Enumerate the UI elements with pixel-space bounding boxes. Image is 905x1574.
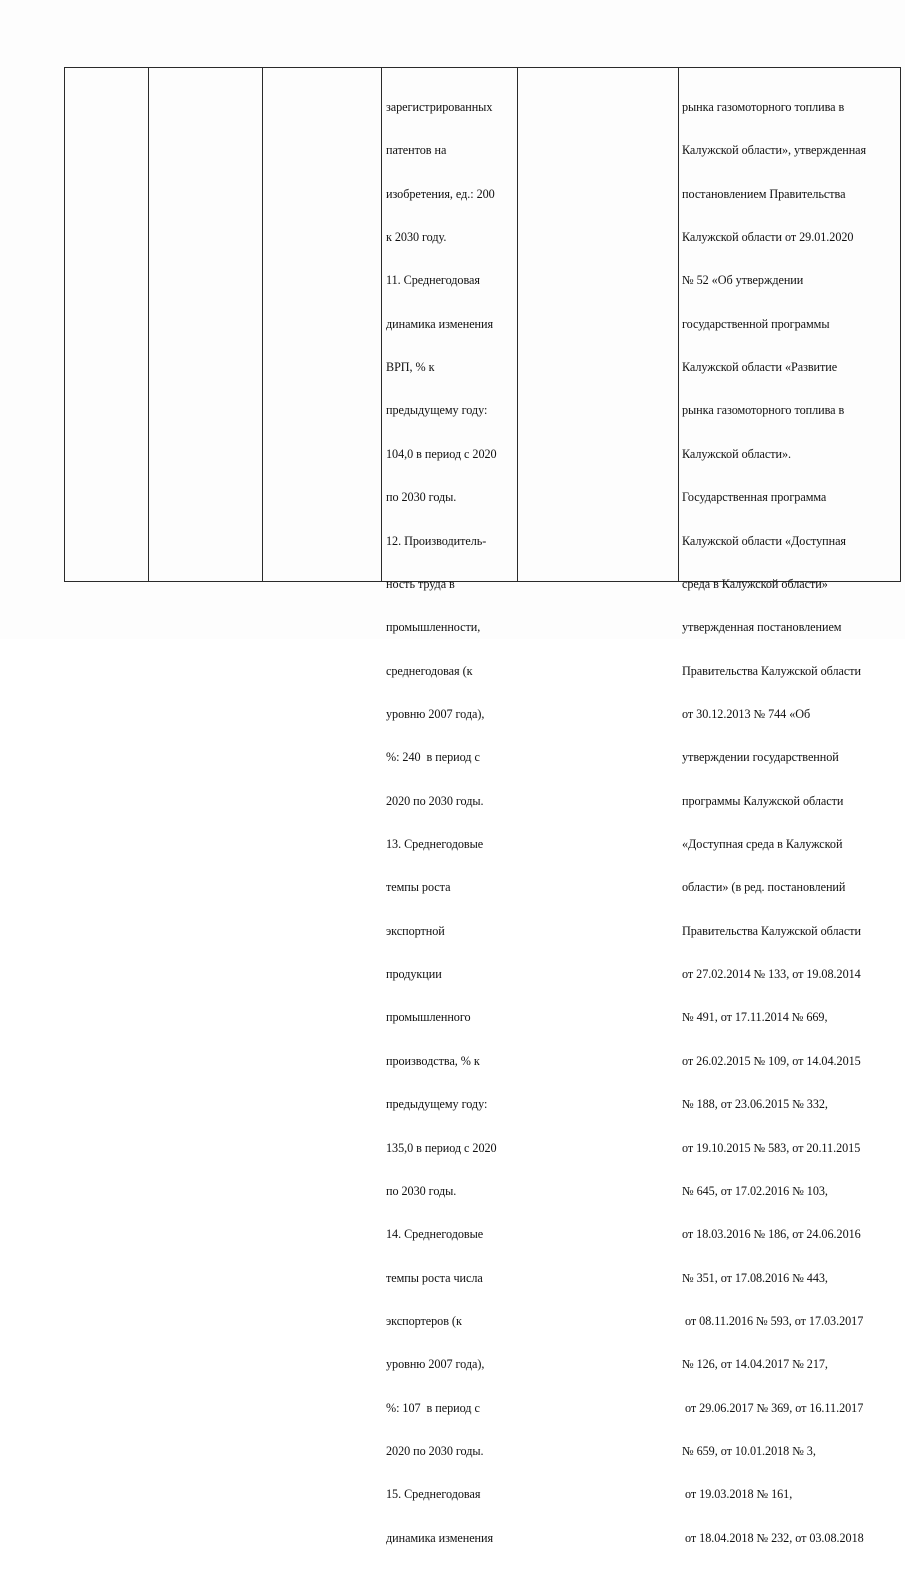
indicator-line: предыдущему году: [386,1097,488,1112]
column-divider-7 [900,67,901,581]
indicators-cell [386,71,510,1574]
program-line: утвержденная постановлением [682,620,842,635]
indicator-line: ВРП, % к [386,360,435,375]
program-line: № 645, от 17.02.2016 № 103, [682,1183,828,1198]
indicator-line: 135,0 в период с 2020 [386,1140,497,1155]
program-line: от 19.03.2018 № 161, [682,1487,793,1502]
indicator-line: экспортеров (к [386,1313,462,1328]
indicator-line: уровню 2007 года), [386,706,485,721]
program-line: от 08.11.2016 № 593, от 17.03.2017 [682,1313,864,1328]
column-divider-3 [262,67,263,581]
indicator-line: динамика изменения [386,316,494,331]
column-divider-6 [678,67,679,581]
indicator-line: экспортной [386,923,445,938]
indicator-line: продукции [386,967,442,982]
program-line: от 29.06.2017 № 369, от 16.11.2017 [682,1400,864,1415]
program-line: от 18.03.2016 № 186, от 24.06.2016 [682,1227,861,1242]
indicator-line: 12. Производитель- [386,533,487,548]
program-line: программы Калужской области [682,793,844,808]
indicator-line: темпы роста числа [386,1270,483,1285]
indicator-line: 104,0 в период с 2020 [386,446,497,461]
indicator-line: к 2030 году. [386,229,447,244]
program-line: № 351, от 17.08.2016 № 443, [682,1270,828,1285]
indicator-line: 2020 по 2030 годы. [386,1444,484,1459]
indicator-line: 15. Среднегодовая [386,1487,481,1502]
program-line: от 30.12.2013 № 744 «Об [682,706,811,721]
indicator-line: зарегистрированных [386,99,493,114]
program-line: Государственная программа [682,490,827,505]
program-line: № 52 «Об утверждении [682,273,804,288]
indicator-line: 14. Среднегодовые [386,1227,484,1242]
indicator-line: изобретения, ед.: 200 [386,186,495,201]
indicator-line: промышленного [386,1010,471,1025]
program-line: рынка газомоторного топлива в [682,403,845,418]
program-line: от 27.02.2014 № 133, от 19.08.2014 [682,967,861,982]
program-line: области» (в ред. постановлений [682,880,846,895]
program-line: Калужской области». [682,446,792,461]
indicator-line: динамика изменения [386,1530,494,1545]
program-line: от 18.04.2018 № 232, от 03.08.2018 [682,1530,864,1545]
indicator-line: ность труда в [386,576,455,591]
indicator-line: уровню 2007 года), [386,1357,485,1372]
indicator-line: темпы роста [386,880,451,895]
program-line: № 491, от 17.11.2014 № 669, [682,1010,828,1025]
indicator-line: по 2030 годы. [386,490,457,505]
program-line: постановлением Правительства [682,186,846,201]
program-line: утверждении государственной [682,750,839,765]
indicator-line: промышленности, [386,620,481,635]
programs-cell [682,71,897,1574]
program-line: Правительства Калужской области [682,663,862,678]
program-line: от 26.02.2015 № 109, от 14.04.2015 [682,1053,861,1068]
program-line: № 659, от 10.01.2018 № 3, [682,1444,816,1459]
column-divider-4 [381,67,382,581]
indicator-line: 13. Среднегодовые [386,837,484,852]
program-line: Калужской области «Развитие [682,360,838,375]
program-line: № 188, от 23.06.2015 № 332, [682,1097,828,1112]
indicator-line: среднегодовая (к [386,663,473,678]
program-line: среда в Калужской области» [682,576,828,591]
program-line: Калужской области», утвержденная [682,143,867,158]
program-line: Правительства Калужской области [682,923,862,938]
column-divider-2 [148,67,149,581]
indicator-line: патентов на [386,143,447,158]
column-divider-1 [64,67,65,581]
program-line: «Доступная среда в Калужской [682,837,843,852]
program-line: Калужской области от 29.01.2020 [682,229,854,244]
column-divider-5 [517,67,518,581]
indicator-line: 11. Среднегодовая [386,273,480,288]
indicator-line: предыдущему году: [386,403,488,418]
program-line: № 126, от 14.04.2017 № 217, [682,1357,828,1372]
indicator-line: производства, % к [386,1053,480,1068]
program-line: Калужской области «Доступная [682,533,846,548]
indicator-line: по 2030 годы. [386,1183,457,1198]
indicator-line: %: 107 в период с [386,1400,480,1415]
indicator-line: %: 240 в период с [386,750,480,765]
program-line: государственной программы [682,316,830,331]
program-line: от 19.10.2015 № 583, от 20.11.2015 [682,1140,861,1155]
program-line: рынка газомоторного топлива в [682,99,845,114]
indicator-line: 2020 по 2030 годы. [386,793,484,808]
